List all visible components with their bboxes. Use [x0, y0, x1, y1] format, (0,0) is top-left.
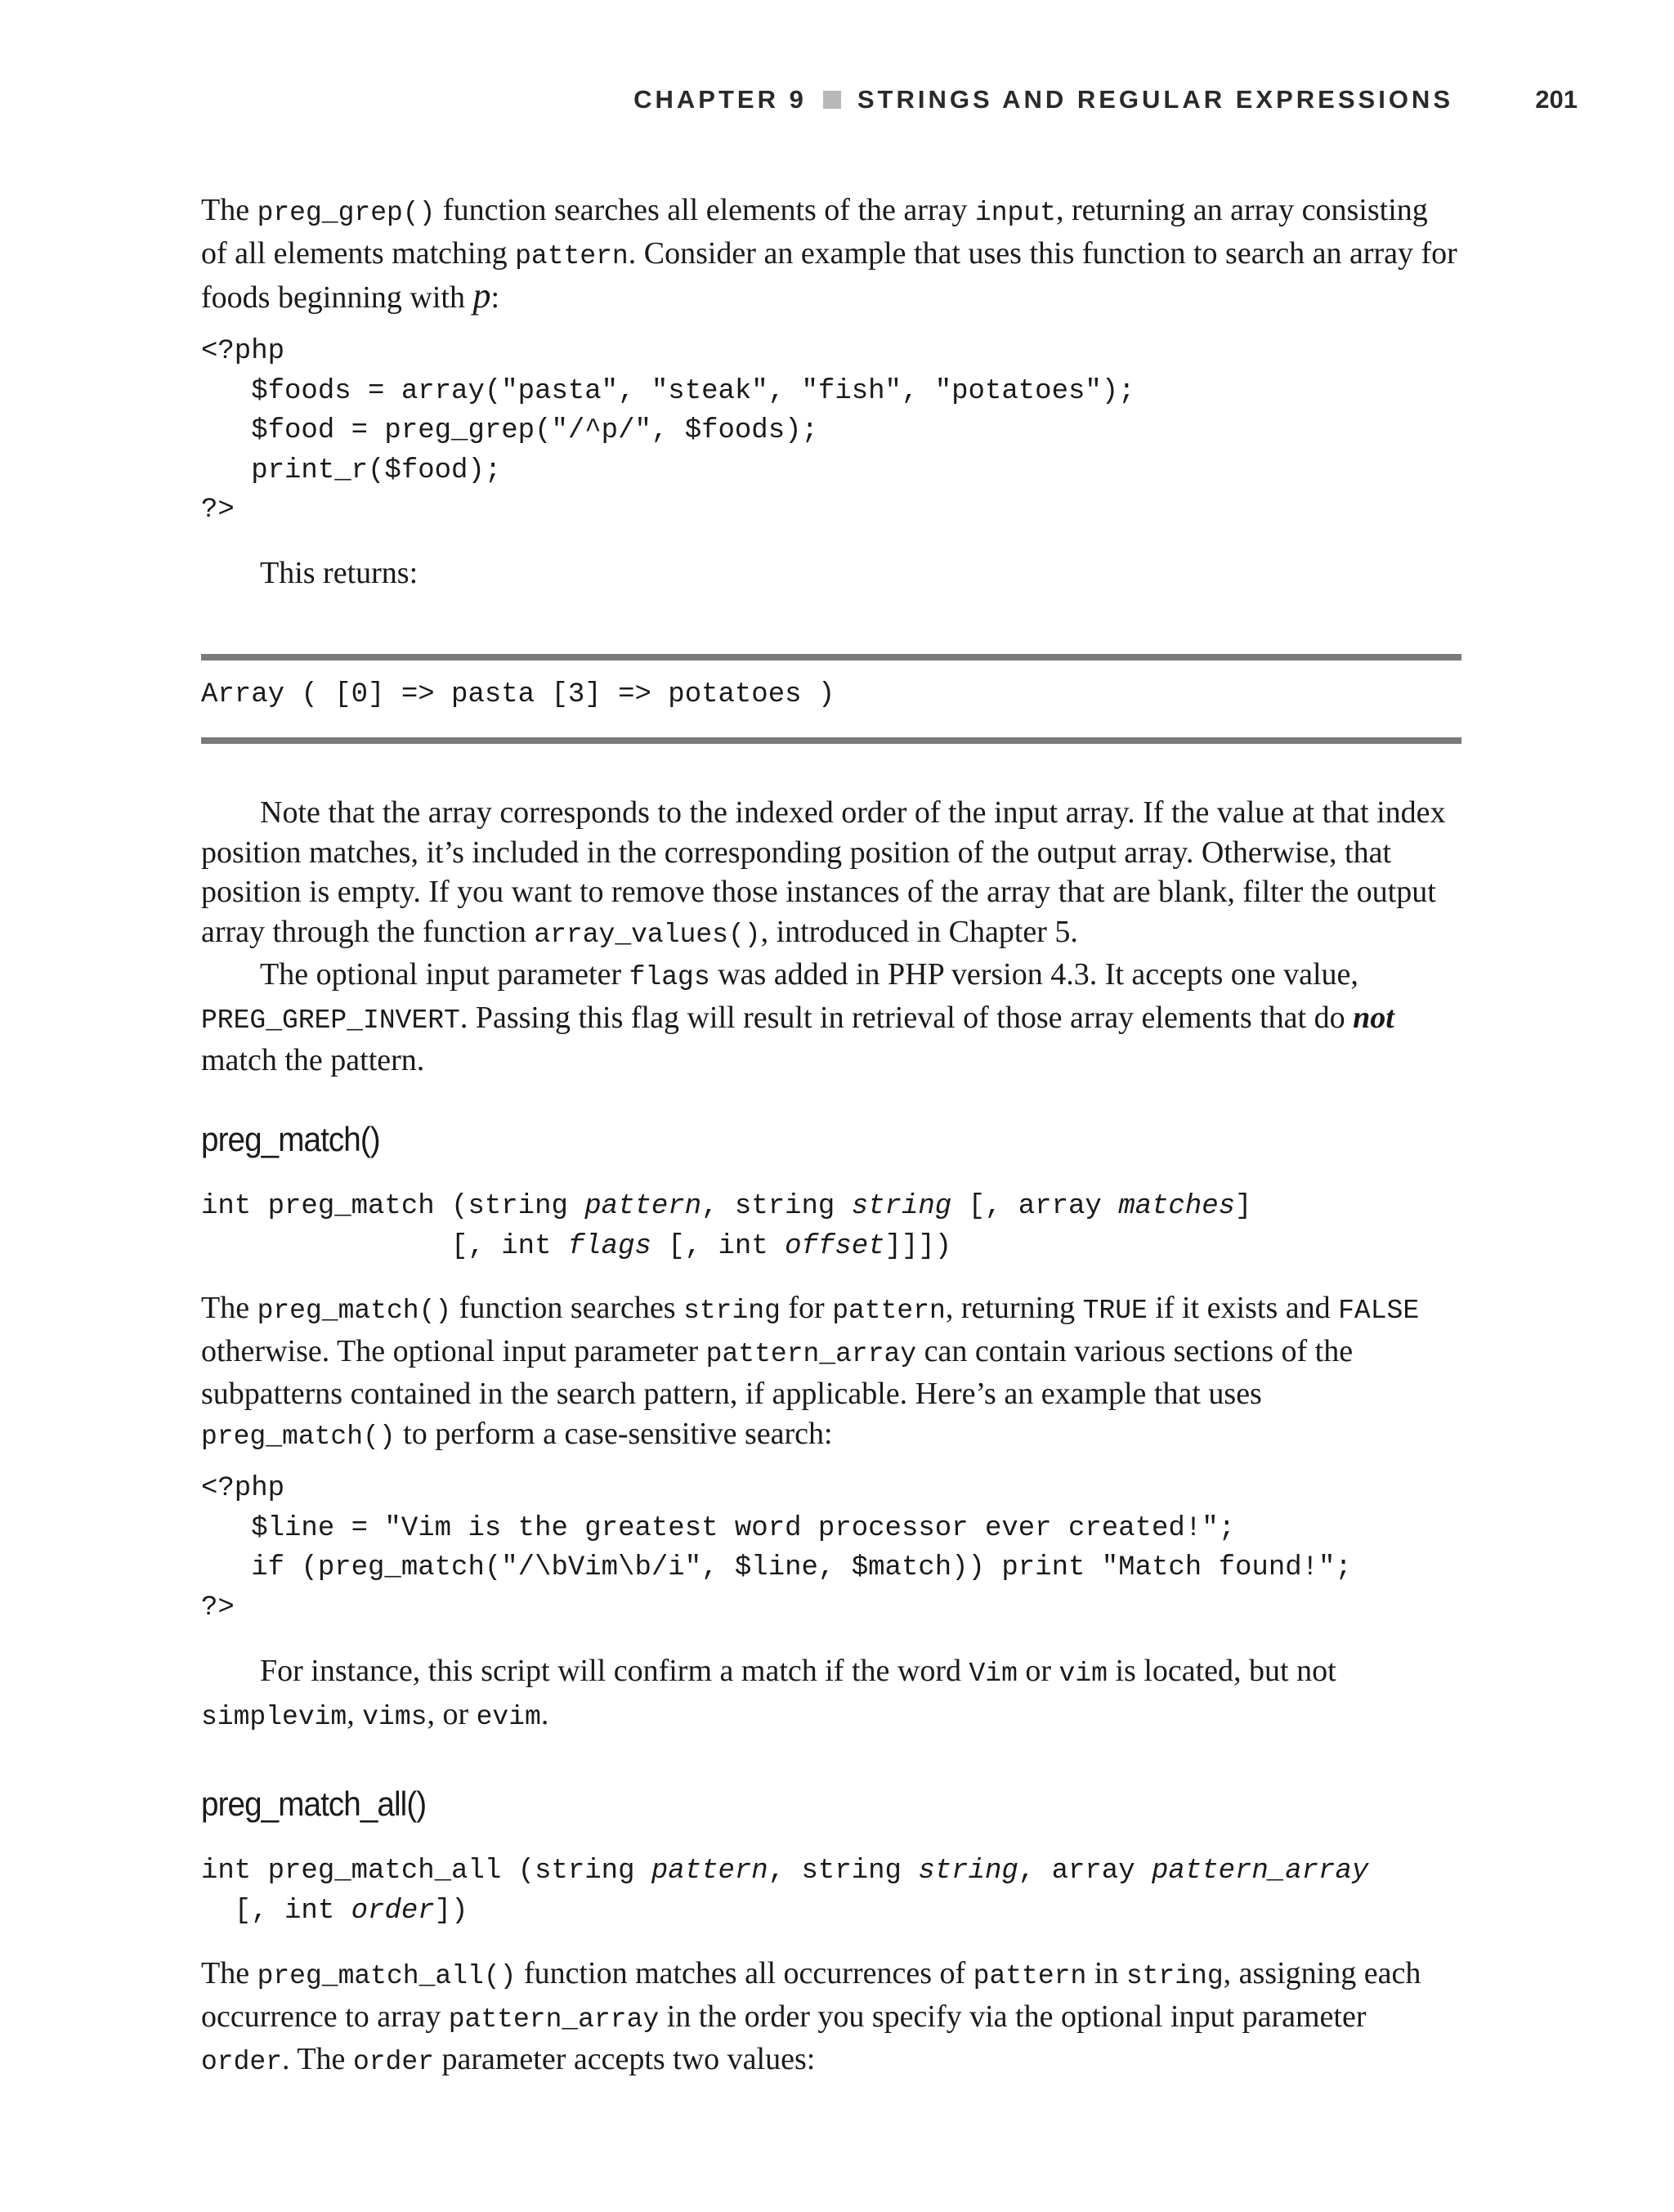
chapter-title: STRINGS AND REGULAR EXPRESSIONS — [857, 85, 1453, 114]
instance-block — [201, 1651, 1460, 1737]
output-block — [201, 675, 1460, 715]
intro-paragraph-block — [201, 190, 1460, 318]
preg-match-description — [201, 1288, 1460, 1457]
chapter-header — [633, 85, 1453, 114]
note-paragraph: Note that the array corresponds to the indexed order of the input array. If the value at that index position matches, it’s included in the corresponding position of the output array. Otherwise, that position is empty. If you want to remove those instances of the array that are blank, filter the output array through the function array_values(), introduced in Chapter 5. — [201, 795, 1446, 950]
code-listing: <?php $line = "Vim is the greatest word processor ever created!"; if (preg_match("/\bVim\b/i", $line, $match)) print "Match found!"; ?> — [201, 1473, 1352, 1623]
section-preg-match-all — [201, 1784, 1460, 1824]
output-text: Array ( [0] => pasta [3] => potatoes ) — [201, 679, 835, 710]
function-signature: int preg_match (string pattern, string string [, array matches] [, int flags [, int offset]]]) — [201, 1191, 1252, 1262]
preg-match-all-signature — [201, 1852, 1460, 1931]
header-square-icon — [823, 91, 841, 109]
function-signature: int preg_match_all (string pattern, string string, array pattern_array [, int order]) — [201, 1856, 1369, 1927]
intro-paragraph: The preg_grep() function searches all elements of the array input, returning an array consisting of all elements matching pattern. Consider an example that uses this function to search an array for foods beginning with p: — [201, 193, 1457, 316]
preg-match-all-description — [201, 1954, 1460, 2083]
instance-paragraph: For instance, this script will confirm a match if the word Vim or vim is located, but not simplevim, vims, or evim. — [201, 1654, 1336, 1732]
output-top-rule — [201, 654, 1461, 660]
code-block-match — [201, 1469, 1460, 1628]
note-block — [201, 793, 1460, 1081]
returns-label-block — [201, 553, 1460, 593]
returns-label: This returns: — [260, 556, 418, 590]
output-bottom-rule — [201, 737, 1461, 744]
preg-match-paragraph: The preg_match() function searches string for pattern, returning TRUE if it exists and FALSE otherwise. The optional input parameter pattern_array can contain various sections of the subpatterns contained in the search pattern, if applicable. Here’s an example that uses preg_match() to perform a case-sensitive search: — [201, 1291, 1420, 1452]
section-heading-preg-match: preg_match() — [201, 1120, 380, 1158]
page-number: 201 — [1535, 85, 1578, 114]
chapter-label: CHAPTER 9 — [633, 85, 807, 114]
flags-paragraph: The optional input parameter flags was added in PHP version 4.3. It accepts one value, PREG_GREP_INVERT. Passing this flag will result in retrieval of those array elements that do not match the pattern. — [201, 957, 1394, 1077]
code-listing: <?php $foods = array("pasta", "steak", "fish", "potatoes"); $food = preg_grep("/^p/", $foods); print_r($food); ?> — [201, 336, 1135, 526]
running-header — [0, 82, 1674, 123]
section-heading-preg-match-all: preg_match_all() — [201, 1784, 427, 1823]
section-preg-match — [201, 1120, 1460, 1159]
preg-match-all-paragraph: The preg_match_all() function matches all occurrences of pattern in string, assigning each occurrence to array pattern_array in the order you specify via the optional input parameter order. The order parameter accepts two values: — [201, 1956, 1421, 2077]
preg-match-signature — [201, 1187, 1460, 1266]
code-block-grep — [201, 332, 1460, 531]
